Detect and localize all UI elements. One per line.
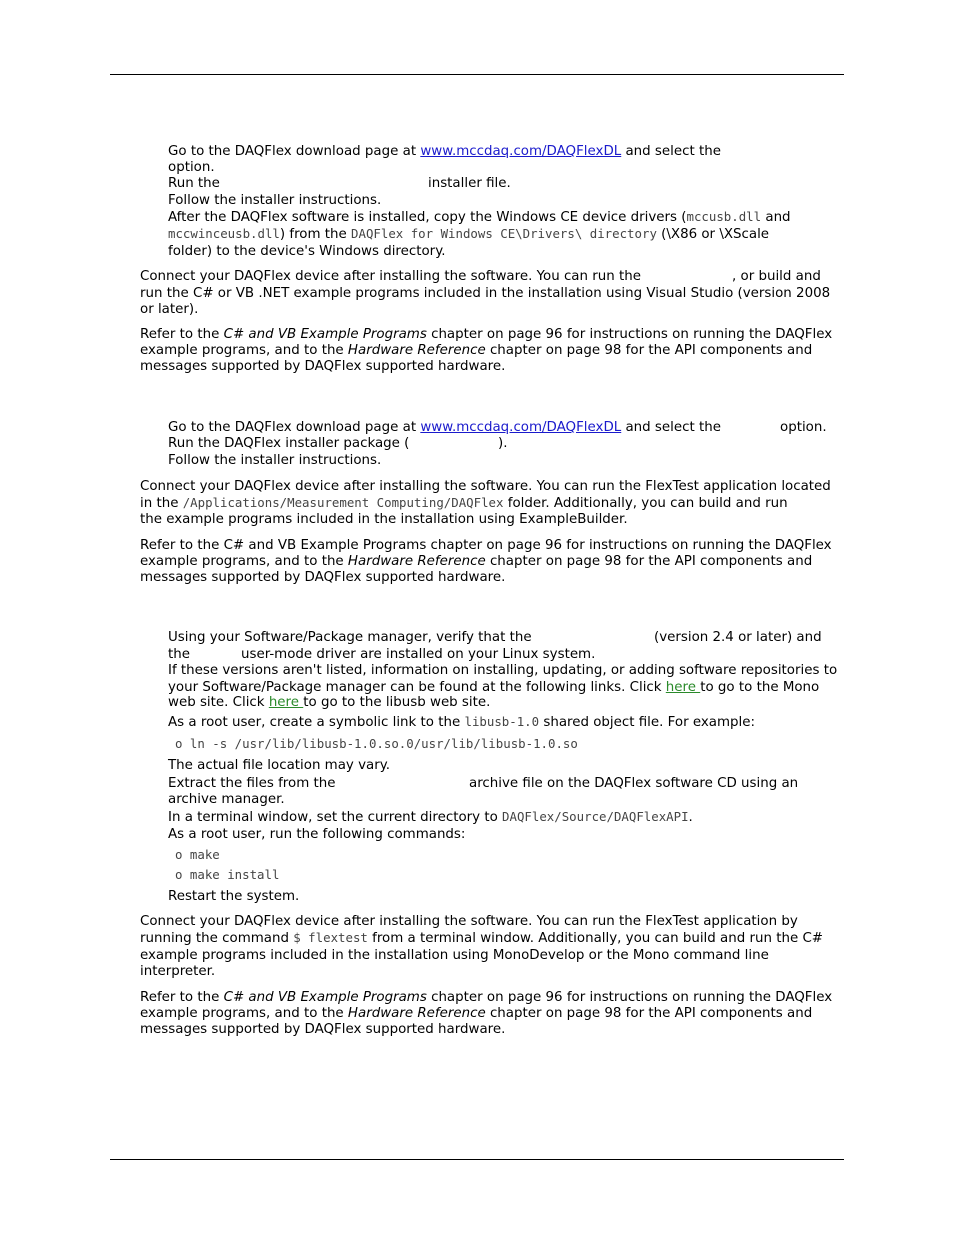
mac-step-1: Go to the DAQFlex download page at www.mccdaq.com/DAQFlexDL and select the [168, 420, 721, 435]
linux-step-3-line-2: archive manager. [168, 792, 285, 807]
header-rule [110, 74, 844, 75]
linux-step-1-line-4: your Software/Package manager can be found at the following links. Click here to go to the Mono [168, 680, 820, 695]
mono-here-link[interactable]: here [665, 680, 701, 695]
linux-step-1-line-5: web site. Click here to go to the libusb web site. [168, 695, 491, 710]
footer-rule [110, 1159, 844, 1160]
linux-connect-line-4: interpreter. [140, 964, 216, 979]
download-link[interactable]: www.mccdaq.com/DAQFlexDL [420, 420, 622, 435]
ce-connect-line-3: or later). [140, 302, 199, 317]
linux-refer-line-3: messages supported by DAQFlex supported hardware. [140, 1022, 506, 1037]
ce-step-1: Go to the DAQFlex download page at www.mccdaq.com/DAQFlexDL and select the [168, 144, 721, 159]
linux-refer-line-1: Refer to the C# and VB Example Programs chapter on page 96 for instructions on running the DAQFlex [140, 990, 833, 1005]
linux-connect-line-3: example programs included in the installation using MonoDevelop or the Mono command line [140, 948, 769, 963]
mac-step-2: Run the DAQFlex installer package ( [168, 436, 410, 451]
linux-step-1-line-2-cont: user-mode driver are installed on your Linux system. [241, 647, 596, 662]
linux-step-5: As a root user, run the following commands: [168, 827, 466, 842]
mac-step-1-cont: option. [780, 420, 827, 435]
ce-step-1-cont: option. [168, 160, 215, 175]
linux-step-1-cont: (version 2.4 or later) and [654, 630, 822, 645]
linux-make-install-command: o make install [175, 867, 280, 882]
ce-refer-line-1: Refer to the C# and VB Example Programs chapter on page 96 for instructions on running the DAQFlex [140, 327, 833, 342]
mac-connect-line-3: the example programs included in the installation using ExampleBuilder. [140, 512, 628, 527]
linux-step-1-line-2: the [168, 647, 190, 662]
ce-step-2-cont: installer file. [428, 176, 511, 191]
download-link[interactable]: www.mccdaq.com/DAQFlexDL [420, 144, 622, 159]
linux-step-4: In a terminal window, set the current directory to DAQFlex/Source/DAQFlexAPI. [168, 809, 693, 825]
ce-connect-line-1: Connect your DAQFlex device after installing the software. You can run the [140, 269, 641, 284]
ce-refer-line-2: example programs, and to the Hardware Reference chapter on page 98 for the API components and [140, 343, 813, 358]
linux-refer-line-2: example programs, and to the Hardware Reference chapter on page 98 for the API components and [140, 1006, 813, 1021]
ce-step-4-line-3: folder) to the device's Windows directory. [168, 244, 446, 259]
linux-step-2: As a root user, create a symbolic link to the libusb-1.0 shared object file. For example: [168, 714, 755, 730]
mac-connect-line-1: Connect your DAQFlex device after installing the software. You can run the FlexTest application located [140, 479, 831, 494]
ce-connect-line-1-cont: , or build and [732, 269, 821, 284]
ce-step-2: Run the [168, 176, 220, 191]
ce-refer-line-3: messages supported by DAQFlex supported hardware. [140, 359, 506, 374]
ce-step-4: After the DAQFlex software is installed, copy the Windows CE device drivers (mccusb.dll and [168, 209, 791, 225]
linux-connect-line-1: Connect your DAQFlex device after installing the software. You can run the FlexTest application by [140, 914, 798, 929]
ce-step-4-line-2: mccwinceusb.dll) from the DAQFlex for Windows CE\Drivers\ directory (\X86 or \XScale [168, 226, 770, 242]
linux-make-command: o make [175, 847, 220, 862]
linux-step-1-line-3: If these versions aren't listed, information on installing, updating, or adding software repositories to [168, 663, 838, 678]
mac-connect-line-2: in the /Applications/Measurement Computing/DAQFlex folder. Additionally, you can build and run [140, 495, 788, 511]
linux-step-3-cont: archive file on the DAQFlex software CD using an [469, 776, 799, 791]
mac-refer-line-2: example programs, and to the Hardware Reference chapter on page 98 for the API components and [140, 554, 813, 569]
linux-step-1: Using your Software/Package manager, verify that the [168, 630, 532, 645]
mac-step-3: Follow the installer instructions. [168, 453, 382, 468]
linux-note: The actual file location may vary. [168, 758, 391, 773]
mac-refer-line-3: messages supported by DAQFlex supported hardware. [140, 570, 506, 585]
linux-connect-line-2: running the command $ flextest from a terminal window. Additionally, you can build and run the C# [140, 930, 824, 946]
ce-connect-line-2: run the C# or VB .NET example programs included in the installation using Visual Studio (version 2008 [140, 286, 831, 301]
libusb-here-link[interactable]: here [268, 695, 304, 710]
mac-refer-line-1: Refer to the C# and VB Example Programs chapter on page 96 for instructions on running the DAQFlex [140, 538, 832, 553]
ce-step-3: Follow the installer instructions. [168, 193, 382, 208]
linux-step-6: Restart the system. [168, 889, 300, 904]
linux-ln-command: o ln -s /usr/lib/libusb-1.0.so.0/usr/lib/libusb-1.0.so [175, 736, 578, 751]
mac-step-2-cont: ). [498, 436, 508, 451]
linux-step-3: Extract the files from the [168, 776, 336, 791]
